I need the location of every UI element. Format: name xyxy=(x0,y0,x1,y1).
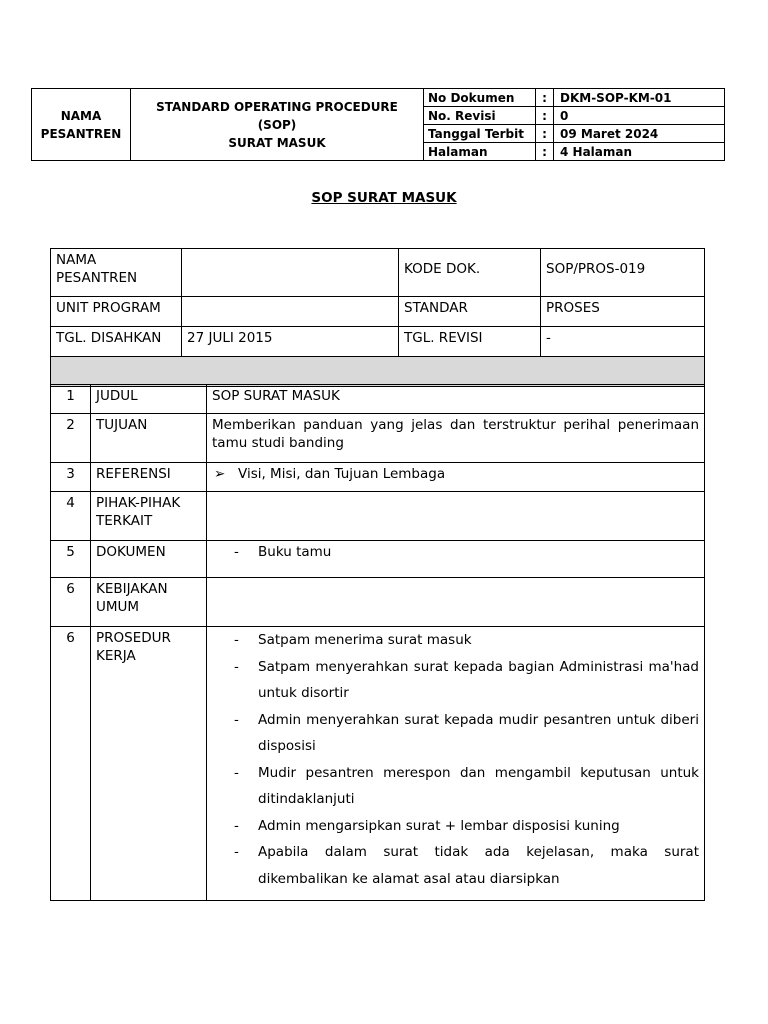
sop-row-pihak-terkait xyxy=(51,492,705,541)
tgl-revisi-label: TGL. REVISI xyxy=(399,327,541,357)
info-table xyxy=(50,248,705,387)
procedure-step xyxy=(212,707,699,760)
row-label xyxy=(91,578,207,627)
info-label-line1: NAMA xyxy=(56,252,97,268)
meta-label: No Dokumen xyxy=(424,89,536,106)
header-title-line3: SURAT MASUK xyxy=(228,135,326,150)
procedure-step xyxy=(212,760,699,813)
row-label-line2: TERKAIT xyxy=(96,513,153,529)
header-pesantren-name xyxy=(32,89,131,160)
meta-value: DKM-SOP-KM-01 xyxy=(560,90,672,105)
row-label: JUDUL xyxy=(91,385,207,414)
dokumen-list xyxy=(212,543,699,561)
meta-row-no-revisi xyxy=(424,107,724,125)
procedure-step-text: Admin mengarsipkan surat + lembar disposisi kuning xyxy=(258,817,620,834)
meta-label: No. Revisi xyxy=(424,107,536,124)
row-number: 4 xyxy=(51,492,91,541)
unit-program-label: UNIT PROGRAM xyxy=(51,297,182,327)
row-number: 3 xyxy=(51,463,91,492)
dash-bullet-icon: - xyxy=(234,544,239,560)
row-content xyxy=(207,463,705,492)
row-label-line1: PIHAK-PIHAK xyxy=(96,495,181,511)
standar-label: STANDAR xyxy=(399,297,541,327)
meta-label: Tanggal Terbit xyxy=(424,125,536,142)
info-value xyxy=(541,249,705,297)
row-number: 5 xyxy=(51,541,91,578)
row-label-line1: KEBIJAKAN xyxy=(96,581,168,597)
meta-colon: : xyxy=(536,107,554,124)
arrow-bullet-icon: ➢ xyxy=(214,466,226,482)
meta-colon: : xyxy=(536,125,554,142)
unit-program-value xyxy=(182,297,399,327)
meta-row-tanggal-terbit xyxy=(424,125,724,143)
procedure-step-text: Admin menyerahkan surat kepada mudir pesantren untuk diberi disposisi xyxy=(258,711,699,754)
sop-row-judul xyxy=(51,385,705,414)
header-title-line2: (SOP) xyxy=(257,117,297,132)
list-item-text: Visi, Misi, dan Tujuan Lembaga xyxy=(238,466,446,482)
document-header xyxy=(31,88,725,161)
header-meta-table xyxy=(424,89,724,160)
dash-bullet-icon: - xyxy=(234,632,239,648)
dash-bullet-icon: - xyxy=(234,711,239,728)
info-row-nama-pesantren xyxy=(51,249,705,297)
info-label xyxy=(399,249,541,297)
row-content: SOP SURAT MASUK xyxy=(207,385,705,414)
row-number: 6 xyxy=(51,578,91,627)
meta-value: 09 Maret 2024 xyxy=(560,126,659,141)
header-name-line2: PESANTREN xyxy=(40,126,122,141)
row-label: DOKUMEN xyxy=(91,541,207,578)
row-label-line2: UMUM xyxy=(96,599,140,615)
sop-table xyxy=(50,384,705,901)
referensi-list xyxy=(212,465,699,483)
row-label xyxy=(91,627,207,901)
row-number: 1 xyxy=(51,385,91,414)
dash-bullet-icon: - xyxy=(234,658,239,675)
document-title: SOP SURAT MASUK xyxy=(311,190,457,206)
row-label-line2: KERJA xyxy=(96,648,136,664)
kode-dok-label: KODE DOK. xyxy=(404,261,481,277)
list-item xyxy=(212,543,699,561)
meta-colon: : xyxy=(536,89,554,106)
row-content: Memberikan panduan yang jelas dan terstruktur perihal penerimaan tamu studi banding xyxy=(207,414,705,463)
kode-dok-value: SOP/PROS-019 xyxy=(546,261,646,277)
row-content xyxy=(207,578,705,627)
info-row-separator xyxy=(51,357,705,387)
procedure-step xyxy=(212,839,699,892)
sop-row-referensi xyxy=(51,463,705,492)
info-value xyxy=(182,249,399,297)
dash-bullet-icon: - xyxy=(234,844,239,860)
sop-row-dokumen xyxy=(51,541,705,578)
info-label-line2: PESANTREN xyxy=(56,270,138,286)
row-content xyxy=(207,541,705,578)
info-label xyxy=(51,249,182,297)
row-number: 6 xyxy=(51,627,91,901)
tgl-disahkan-label: TGL. DISAHKAN xyxy=(51,327,182,357)
list-item xyxy=(212,465,699,483)
procedure-step-text: Mudir pesantren merespon dan mengambil keputusan untuk ditindaklanjuti xyxy=(258,764,699,807)
sop-row-tujuan xyxy=(51,414,705,463)
standar-value: PROSES xyxy=(541,297,705,327)
meta-value: 0 xyxy=(560,108,569,123)
row-content xyxy=(207,627,705,901)
procedure-step-text: Apabila dalam surat tidak ada kejelasan, maka surat dikembalikan ke alamat asal atau diarsipkan xyxy=(258,844,699,887)
meta-label: Halaman xyxy=(424,143,536,160)
row-content xyxy=(207,492,705,541)
header-sop-title xyxy=(131,89,424,160)
row-number: 2 xyxy=(51,414,91,463)
dash-bullet-icon: - xyxy=(234,817,239,834)
row-label: TUJUAN xyxy=(91,414,207,463)
header-title-line1: STANDARD OPERATING PROCEDURE xyxy=(156,99,398,114)
list-item-text: Buku tamu xyxy=(258,544,332,560)
sop-row-prosedur-kerja xyxy=(51,627,705,901)
dash-bullet-icon: - xyxy=(234,764,239,781)
procedure-step xyxy=(212,627,699,654)
meta-row-no-dokumen xyxy=(424,89,724,107)
meta-row-halaman xyxy=(424,143,724,160)
procedure-step-text: Satpam menerima surat masuk xyxy=(258,632,472,648)
gray-separator xyxy=(51,357,705,387)
tgl-disahkan-value: 27 JULI 2015 xyxy=(182,327,399,357)
prosedur-steps-list xyxy=(212,627,699,892)
info-row-tanggal xyxy=(51,327,705,357)
meta-value: 4 Halaman xyxy=(560,144,633,159)
sop-row-kebijakan-umum xyxy=(51,578,705,627)
row-label xyxy=(91,492,207,541)
row-label: REFERENSI xyxy=(91,463,207,492)
procedure-step xyxy=(212,813,699,840)
meta-colon: : xyxy=(536,143,554,160)
procedure-step-text: Satpam menyerahkan surat kepada bagian Administrasi ma'had untuk disortir xyxy=(258,658,699,701)
procedure-step xyxy=(212,654,699,707)
tgl-revisi-value: - xyxy=(541,327,705,357)
info-row-unit-program xyxy=(51,297,705,327)
header-name-line1: NAMA xyxy=(60,108,102,123)
row-label-line1: PROSEDUR xyxy=(96,630,171,646)
